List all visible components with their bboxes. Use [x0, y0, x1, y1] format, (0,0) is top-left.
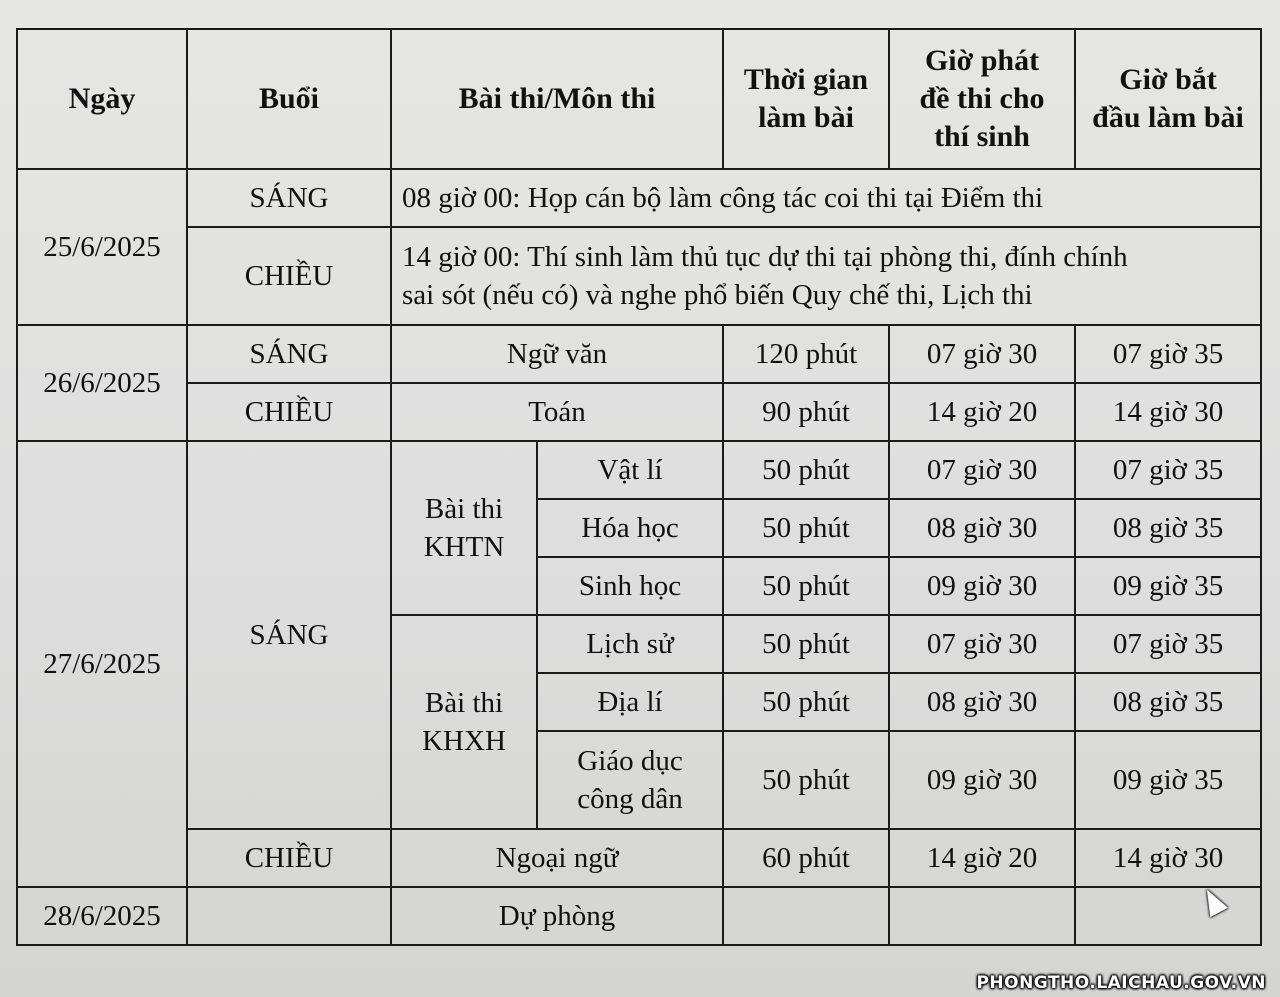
hand-out-time-cell-empty [889, 887, 1075, 945]
subject-cell: Vật lí [537, 441, 723, 499]
header-gio-phat-line3: thí sinh [934, 120, 1030, 153]
hand-out-time-cell: 09 giờ 30 [889, 731, 1075, 829]
header-gio-bat-dau [1075, 29, 1261, 169]
duration-cell: 50 phút [723, 499, 889, 557]
subject-line: công dân [577, 783, 683, 815]
note-line: sai sót (nếu có) và nghe phổ biến Quy chế thi, Lịch thi [402, 279, 1033, 311]
subject-cell: Lịch sử [537, 615, 723, 673]
group-label-line: Bài thi [424, 493, 504, 525]
duration-cell: 90 phút [723, 383, 889, 441]
session-cell-empty [187, 887, 391, 945]
subject-cell: Ngữ văn [391, 325, 723, 383]
session-cell: CHIỀU [187, 383, 391, 441]
duration-cell: 50 phút [723, 731, 889, 829]
table-row [17, 325, 1261, 383]
duration-cell: 60 phút [723, 829, 889, 887]
start-time-cell: 07 giờ 35 [1075, 325, 1261, 383]
start-time-cell: 08 giờ 35 [1075, 673, 1261, 731]
note-cell: 08 giờ 00: Họp cán bộ làm công tác coi thi tại Điểm thi [391, 169, 1261, 227]
group-cell-khtn [391, 441, 537, 615]
subject-cell: Dự phòng [391, 887, 723, 945]
duration-cell: 50 phút [723, 673, 889, 731]
start-time-cell: 07 giờ 35 [1075, 615, 1261, 673]
hand-out-time-cell: 08 giờ 30 [889, 499, 1075, 557]
subject-cell: Địa lí [537, 673, 723, 731]
group-cell-khxh [391, 615, 537, 829]
header-thoi-gian-line1: Thời gian [743, 63, 869, 96]
start-time-cell: 14 giờ 30 [1075, 829, 1261, 887]
session-cell: CHIỀU [187, 227, 391, 325]
date-cell: 27/6/2025 [17, 441, 187, 887]
session-cell: SÁNG [187, 441, 391, 829]
hand-out-time-cell: 14 giờ 20 [889, 829, 1075, 887]
subject-cell: Ngoại ngữ [391, 829, 723, 887]
header-gio-phat [889, 29, 1075, 169]
session-cell: CHIỀU [187, 829, 391, 887]
hand-out-time-cell: 14 giờ 20 [889, 383, 1075, 441]
table-row [17, 441, 1261, 499]
header-thoi-gian-line2: làm bài [758, 101, 854, 134]
subject-cell: Hóa học [537, 499, 723, 557]
header-row [17, 29, 1261, 169]
session-cell: SÁNG [187, 325, 391, 383]
note-cell [391, 227, 1261, 325]
start-time-cell: 09 giờ 35 [1075, 731, 1261, 829]
duration-cell: 50 phút [723, 615, 889, 673]
table-row [17, 829, 1261, 887]
source-watermark: PHONGTHO.LAICHAU.GOV.VN [976, 973, 1266, 993]
session-cell: SÁNG [187, 169, 391, 227]
duration-cell: 50 phút [723, 441, 889, 499]
group-label-line: Bài thi [424, 687, 504, 719]
group-label-line: KHXH [422, 725, 506, 757]
header-gio-phat-line1: Giờ phát [924, 44, 1040, 77]
start-time-cell: 08 giờ 35 [1075, 499, 1261, 557]
date-cell: 28/6/2025 [17, 887, 187, 945]
date-cell: 26/6/2025 [17, 325, 187, 441]
hand-out-time-cell: 09 giờ 30 [889, 557, 1075, 615]
subject-cell [537, 731, 723, 829]
header-ngay: Ngày [17, 29, 187, 169]
subject-cell: Sinh học [537, 557, 723, 615]
start-time-cell: 14 giờ 30 [1075, 383, 1261, 441]
table-row [17, 169, 1261, 227]
start-time-cell: 09 giờ 35 [1075, 557, 1261, 615]
subject-line: Giáo dục [577, 745, 683, 777]
header-gio-phat-line2: đề thi cho [919, 82, 1045, 115]
hand-out-time-cell: 07 giờ 30 [889, 441, 1075, 499]
date-cell: 25/6/2025 [17, 169, 187, 325]
exam-schedule-table [16, 28, 1262, 946]
duration-cell: 50 phút [723, 557, 889, 615]
hand-out-time-cell: 08 giờ 30 [889, 673, 1075, 731]
header-thoi-gian [723, 29, 889, 169]
start-time-cell-empty [1075, 887, 1261, 945]
table-row [17, 887, 1261, 945]
header-bai-thi: Bài thi/Môn thi [391, 29, 723, 169]
header-gio-bat-dau-line1: Giờ bắt [1119, 63, 1217, 96]
duration-cell-empty [723, 887, 889, 945]
hand-out-time-cell: 07 giờ 30 [889, 615, 1075, 673]
start-time-cell: 07 giờ 35 [1075, 441, 1261, 499]
hand-out-time-cell: 07 giờ 30 [889, 325, 1075, 383]
subject-cell: Toán [391, 383, 723, 441]
header-gio-bat-dau-line2: đầu làm bài [1092, 101, 1244, 134]
header-buoi: Buổi [187, 29, 391, 169]
group-label-line: KHTN [423, 531, 505, 563]
table-row [17, 227, 1261, 325]
duration-cell: 120 phút [723, 325, 889, 383]
note-line: 14 giờ 00: Thí sinh làm thủ tục dự thi tại phòng thi, đính chính [402, 241, 1128, 273]
table-row [17, 383, 1261, 441]
